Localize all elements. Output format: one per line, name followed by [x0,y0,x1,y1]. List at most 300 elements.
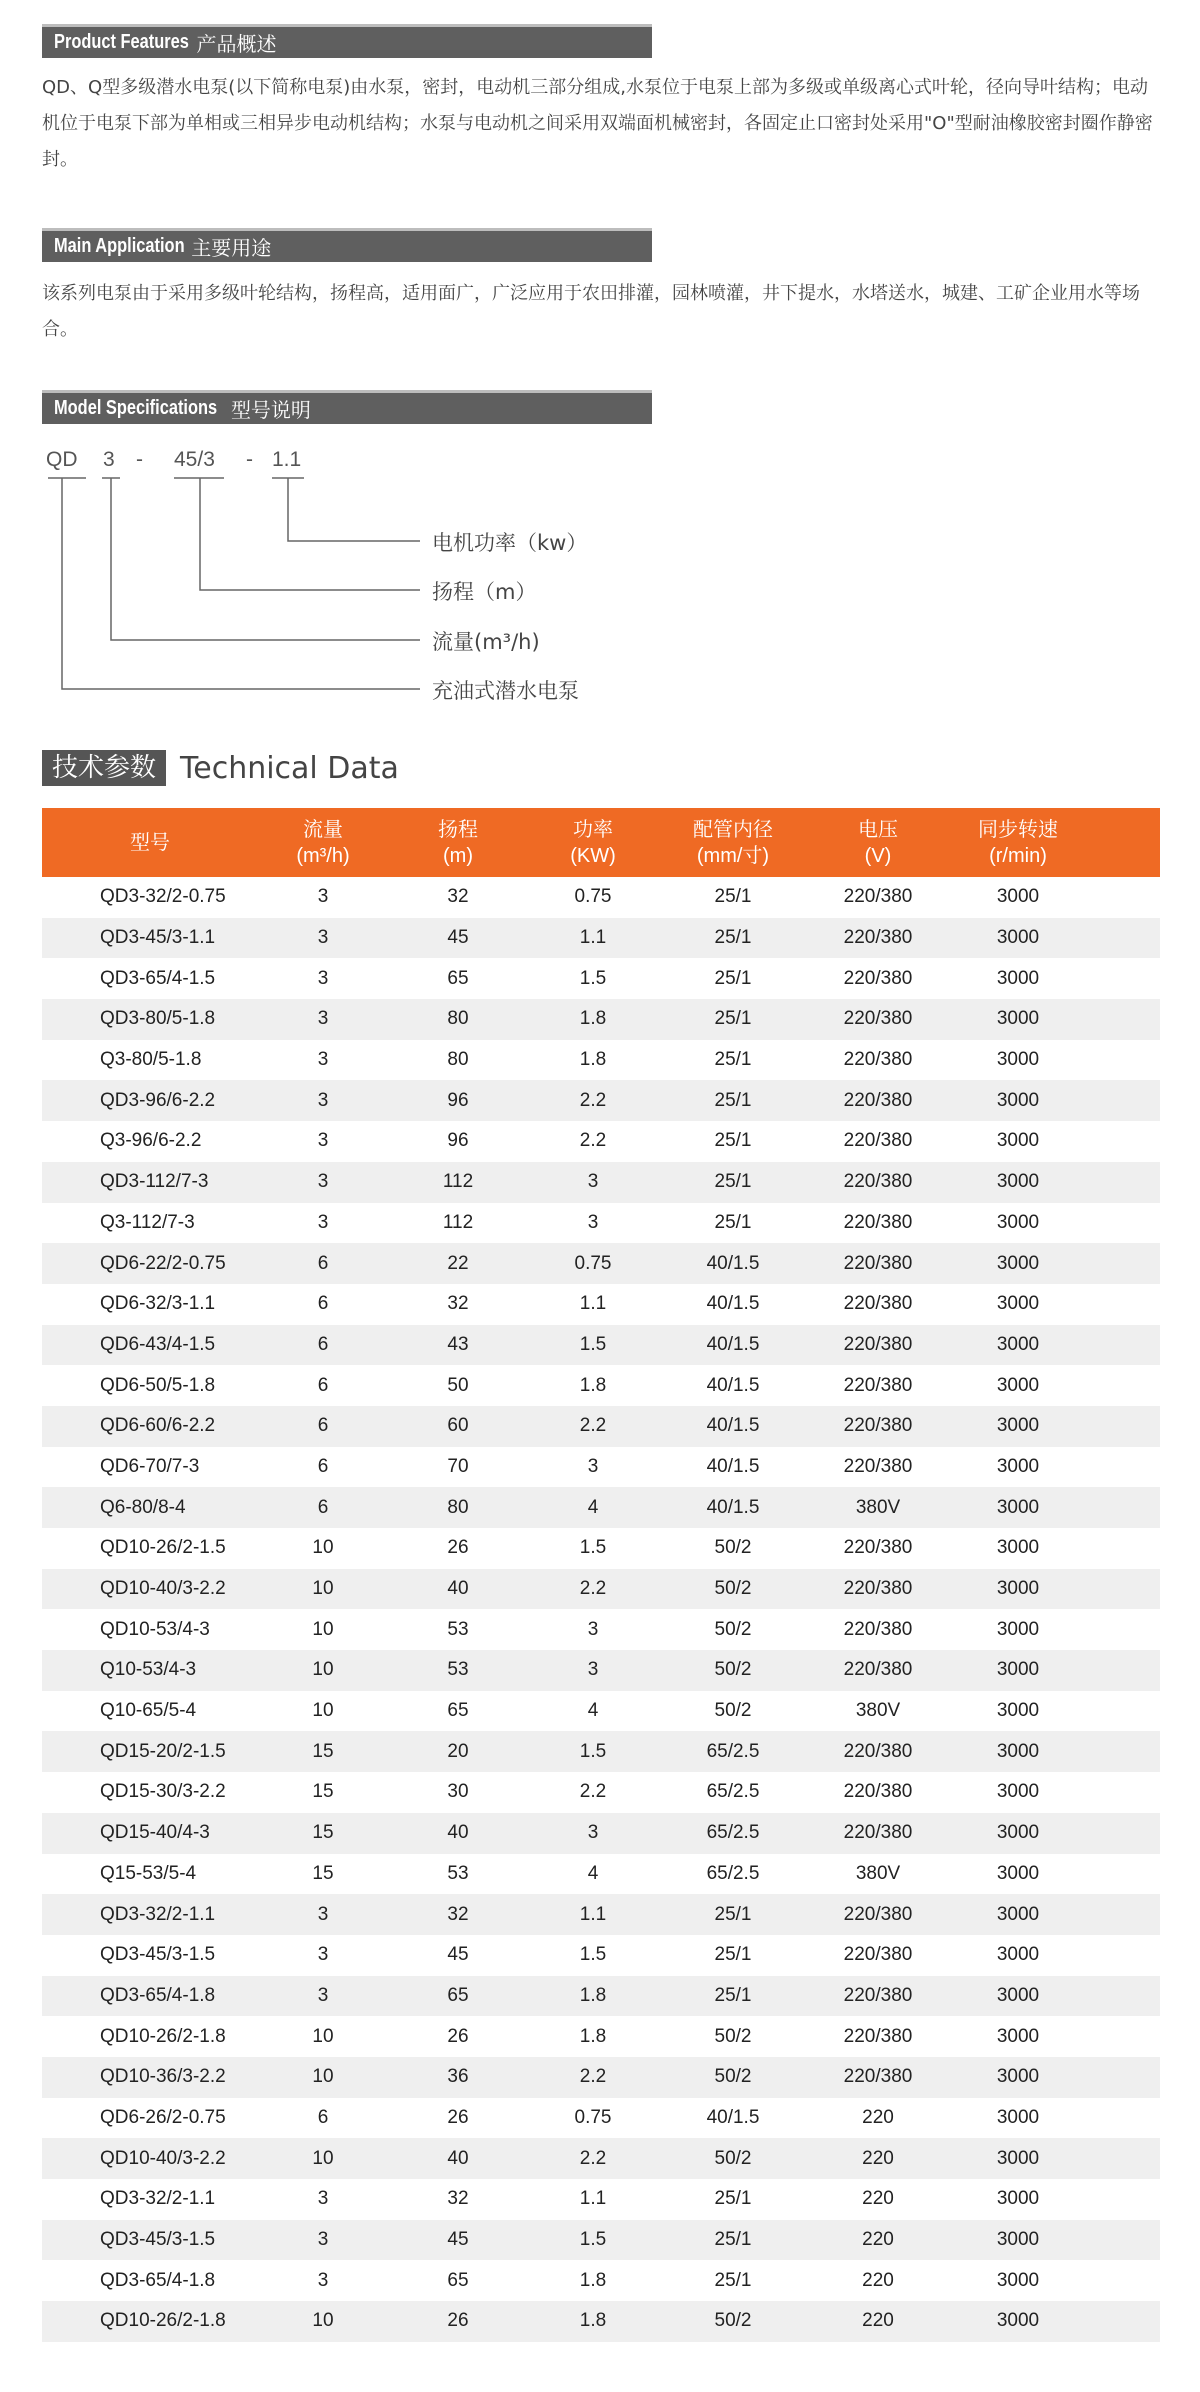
table-cell: 50/2 [714,2025,752,2047]
table-cell: 220/380 [808,1894,948,1935]
table-row [42,2098,1160,2139]
model-code-dash-1: - [136,448,143,471]
table-row [42,1162,1160,1203]
tech-data-title-cn: 技术参数 [42,750,166,786]
table-cell: 15 [258,1813,388,1854]
table-cell: 65 [447,967,469,989]
table-cell: 3000 [948,2301,1088,2342]
table-cell-spacer [1088,1976,1160,2017]
column-header-unit: (V) [864,844,892,867]
table-cell-spacer [1088,1528,1160,1569]
table-cell: 380V [855,1862,901,1884]
table-cell-spacer [1088,1691,1160,1732]
table-cell: 3000 [996,1781,1040,1803]
table-cell: 20 [388,1731,528,1772]
table-cell: 96 [447,1130,469,1152]
table-cell: 43 [388,1325,528,1366]
model-cell: QD3-32/2-0.75 [100,886,226,908]
table-cell: 380V [808,1487,948,1528]
table-cell: 0.75 [528,1243,658,1284]
model-cell: Q6-80/8-4 [42,1487,258,1528]
table-row [42,918,1160,959]
table-row [42,1203,1160,1244]
table-cell: 3 [258,1162,388,1203]
table-cell: 3 [258,2220,388,2261]
model-cell: QD10-53/4-3 [100,1618,210,1640]
table-cell: 1.8 [579,1374,607,1396]
table-cell: 3 [258,1080,388,1121]
table-cell: 3 [317,1944,329,1966]
table-cell: 220/380 [808,1243,948,1284]
table-cell: 25/1 [658,1080,808,1121]
model-cell: QD15-40/4-3 [42,1813,258,1854]
table-cell: 220/380 [843,1374,913,1396]
tech-data-header [42,748,399,788]
table-cell: 40/1.5 [706,1293,760,1315]
table-row [42,877,1160,918]
table-cell-spacer [1088,1813,1160,1854]
table-cell: 3 [587,1211,599,1233]
table-cell-spacer [1088,1854,1160,1895]
table-cell: 1.8 [528,999,658,1040]
table-cell: 220 [862,2269,894,2291]
table-cell: 10 [258,2301,388,2342]
table-cell: 220/380 [843,1130,913,1152]
table-cell: 6 [258,1406,388,1447]
table-cell: 80 [388,1487,528,1528]
table-cell: 26 [447,1537,469,1559]
table-cell: 26 [447,2025,469,2047]
table-cell-spacer [1088,2057,1160,2098]
table-cell-spacer [1088,1772,1160,1813]
column-header-label: 扬程 [438,818,478,841]
table-cell: 1.8 [579,1049,607,1071]
table-cell: 3000 [996,2025,1040,2047]
column-header-label: 电压 [858,818,898,841]
application-title-cn: 主要用途 [191,236,272,260]
model-cell: Q10-53/4-3 [42,1650,258,1691]
table-cell: 1.8 [579,2269,607,2291]
table-cell-spacer [1088,2220,1160,2261]
model-cell: QD3-65/4-1.8 [42,1976,258,2017]
table-cell: 50/2 [658,1569,808,1610]
model-cell: QD10-40/3-2.2 [42,2138,258,2179]
table-cell: 32 [388,1894,528,1935]
table-cell: 25/1 [658,999,808,1040]
tech-data-table [42,808,1160,2342]
application-description: 该系列电泵由于采用多级叶轮结构，扬程高，适用面广，广泛应用于农田排灌，园林喷灌，井下提水，水塔送水，城建、工矿企业用水等场合。 [42,283,1140,340]
column-header-unit: (KW) [570,844,616,867]
table-cell: 15 [258,1731,388,1772]
table-cell-spacer [1088,1162,1160,1203]
table-cell: 65/2.5 [658,1813,808,1854]
table-cell-spacer [1088,1243,1160,1284]
table-row [42,1528,1160,1569]
features-title-en: Product Features [54,31,189,53]
table-cell: 25/1 [714,1211,752,1233]
model-spec-title-en: Model Specifications [54,397,218,419]
model-cell: QD3-112/7-3 [42,1162,258,1203]
table-cell: 40/1.5 [658,1325,808,1366]
table-cell: 3000 [948,1813,1088,1854]
table-cell: 3 [317,1130,329,1152]
table-cell: 220/380 [843,1944,913,1966]
table-row [42,1650,1160,1691]
model-cell: QD3-32/2-1.1 [42,1894,258,1935]
table-cell-spacer [1088,1447,1160,1488]
table-row [42,1487,1160,1528]
table-cell: 25/1 [714,1049,752,1071]
table-cell-spacer [1088,2138,1160,2179]
table-row [42,1243,1160,1284]
model-cell: QD6-70/7-3 [100,1455,200,1477]
table-cell: 3 [528,1162,658,1203]
table-row [42,2057,1160,2098]
table-cell: 15 [312,1781,334,1803]
table-cell: 3 [317,1211,329,1233]
table-cell: 1.1 [579,1293,607,1315]
table-cell: 220 [862,2188,894,2210]
table-cell: 40/1.5 [706,2106,760,2128]
table-cell: 220/380 [843,1211,913,1233]
table-cell-spacer [1088,999,1160,1040]
table-cell: 6 [258,1243,388,1284]
table-cell: 25/1 [658,1976,808,2017]
table-cell: 53 [388,1650,528,1691]
model-cell: QD6-26/2-0.75 [100,2106,226,2128]
table-cell: 3000 [948,2138,1088,2179]
table-cell: 220/380 [843,967,913,989]
table-cell: 65/2.5 [706,1862,760,1884]
table-cell: 25/1 [714,1944,752,1966]
table-cell: 1.5 [528,1325,658,1366]
connector-head [200,478,420,590]
table-cell-spacer [1088,1040,1160,1081]
table-cell: 3000 [996,1455,1040,1477]
table-cell: 3000 [948,1487,1088,1528]
model-cell: Q3-80/5-1.8 [100,1049,202,1071]
table-cell: 10 [258,1650,388,1691]
table-cell: 6 [317,2106,329,2128]
table-cell-spacer [1088,2098,1160,2139]
table-cell: 220/380 [843,1537,913,1559]
table-cell: 40 [388,2138,528,2179]
column-header-label: 型号 [130,831,170,854]
table-cell: 3 [258,1894,388,1935]
model-cell: QD10-26/2-1.5 [100,1537,226,1559]
column-header [948,808,1088,877]
application-title-en: Main Application [54,235,185,257]
table-cell: 50/2 [714,1618,752,1640]
table-cell: 3 [317,2188,329,2210]
table-cell: 6 [317,1374,329,1396]
table-cell-spacer [1088,1731,1160,1772]
model-cell: Q15-53/5-4 [100,1862,197,1884]
table-cell: 1.8 [528,1976,658,2017]
table-cell: 2.2 [579,1781,607,1803]
table-cell: 3000 [996,1374,1040,1396]
table-cell: 10 [312,1537,334,1559]
table-cell: 65 [447,2269,469,2291]
table-cell: 3000 [996,2106,1040,2128]
table-cell: 3 [587,1618,599,1640]
table-cell: 4 [528,1487,658,1528]
table-cell: 25/1 [714,2269,752,2291]
table-cell: 3000 [996,1618,1040,1640]
tech-data-title-en: Technical Data [180,750,399,786]
column-header [42,808,258,877]
table-cell: 3000 [996,1130,1040,1152]
table-cell-spacer [1088,958,1160,999]
table-row [42,2220,1160,2261]
table-cell: 4 [587,1862,599,1884]
table-cell: 26 [388,2301,528,2342]
table-cell: 220 [862,2106,894,2128]
table-cell: 10 [258,1569,388,1610]
model-cell: QD3-32/2-1.1 [100,2188,216,2210]
column-header [808,808,948,877]
model-code-power: 1.1 [272,448,302,471]
model-cell: QD10-26/2-1.8 [42,2301,258,2342]
table-cell: 32 [447,1293,469,1315]
table-cell-spacer [1088,2179,1160,2220]
table-header-row [42,808,1160,877]
table-row [42,1365,1160,1406]
table-cell: 53 [447,1618,469,1640]
table-cell: 3000 [948,2057,1088,2098]
model-code-dash-2: - [246,448,253,471]
table-cell-spacer [1088,1894,1160,1935]
table-cell: 80 [388,999,528,1040]
table-cell: 220/380 [808,1406,948,1447]
column-header-label: 功率 [573,818,613,841]
model-code-flow: 3 [103,448,115,471]
column-header-label: 配管内径 [693,818,773,841]
table-cell: 40/1.5 [658,1406,808,1447]
table-cell: 65 [388,1976,528,2017]
model-cell: QD6-60/6-2.2 [42,1406,258,1447]
table-cell: 3000 [948,1162,1088,1203]
table-cell: 45 [388,918,528,959]
column-header [258,808,388,877]
table-cell: 220/380 [808,1976,948,2017]
column-header-label: 流量 [303,818,343,841]
table-cell: 3000 [996,886,1040,908]
table-cell: 1.5 [579,1944,607,1966]
model-cell: QD6-50/5-1.8 [100,1374,216,1396]
model-cell: QD10-26/2-1.8 [100,2025,226,2047]
model-cell: QD3-45/3-1.5 [42,2220,258,2261]
table-cell: 220/380 [843,1618,913,1640]
table-cell: 220 [808,2220,948,2261]
model-cell: Q3-112/7-3 [100,1211,195,1233]
table-cell: 0.75 [574,886,612,908]
table-cell-spacer [1088,1121,1160,1162]
table-cell: 70 [447,1455,469,1477]
table-cell: 80 [447,1049,469,1071]
table-cell: 40/1.5 [706,1455,760,1477]
table-cell: 3000 [948,2220,1088,2261]
connector-type [62,478,420,689]
table-cell: 3000 [996,1537,1040,1559]
table-cell: 65/2.5 [706,1781,760,1803]
table-cell: 6 [317,1455,329,1477]
table-row [42,1325,1160,1366]
table-cell: 220/380 [843,1293,913,1315]
table-cell: 1.8 [579,2025,607,2047]
table-cell: 2.2 [528,1569,658,1610]
table-cell: 25/1 [658,2220,808,2261]
column-header [388,808,528,877]
table-cell: 4 [587,1700,599,1722]
table-cell: 10 [258,2138,388,2179]
table-cell: 3 [528,1650,658,1691]
table-row [42,2260,1160,2301]
table-cell-spacer [1088,1406,1160,1447]
table-cell: 26 [447,2106,469,2128]
table-cell: 40/1.5 [706,1374,760,1396]
column-header-unit: (r/min) [989,844,1047,867]
table-cell: 220/380 [808,2057,948,2098]
table-cell: 220/380 [843,1455,913,1477]
table-cell: 3000 [996,2188,1040,2210]
table-row [42,1569,1160,1610]
table-cell: 1.8 [528,2301,658,2342]
column-header-unit: (mm/寸) [696,844,770,867]
table-cell: 25/1 [714,967,752,989]
table-cell: 3000 [996,1862,1040,1884]
table-cell: 3000 [948,1243,1088,1284]
table-row [42,1121,1160,1162]
table-cell: 112 [388,1162,528,1203]
table-cell: 25/1 [714,2188,752,2210]
table-cell: 3000 [996,1293,1040,1315]
model-spec-title-cn: 型号说明 [230,398,311,422]
model-cell: QD10-40/3-2.2 [42,1569,258,1610]
table-row [42,999,1160,1040]
table-cell: 220/380 [843,886,913,908]
table-cell: 220/380 [808,1731,948,1772]
table-row [42,2179,1160,2220]
table-cell: 6 [258,1487,388,1528]
legend-flow: 流量(m³/h) [432,630,540,654]
model-cell: Q3-96/6-2.2 [100,1130,202,1152]
table-row [42,1813,1160,1854]
table-cell: 220/380 [843,2025,913,2047]
table-cell: 220/380 [843,1781,913,1803]
table-cell: 25/1 [714,1130,752,1152]
table-row [42,1609,1160,1650]
table-cell: 220/380 [808,1650,948,1691]
column-header-label: 同步转速 [978,818,1058,841]
model-cell: QD3-80/5-1.8 [42,999,258,1040]
model-code-connector-lines [0,0,1200,740]
table-cell: 220/380 [808,1325,948,1366]
table-cell: 220/380 [808,918,948,959]
model-cell: QD6-22/2-0.75 [42,1243,258,1284]
table-cell: 1.1 [528,918,658,959]
table-cell-spacer [1088,1650,1160,1691]
table-cell: 3 [317,2269,329,2291]
table-cell: 3 [258,918,388,959]
table-cell: 6 [258,1325,388,1366]
table-cell: 0.75 [574,2106,612,2128]
table-cell: 220/380 [808,999,948,1040]
column-header [658,808,808,877]
model-code-type: QD [46,448,78,471]
table-row [42,2016,1160,2057]
table-cell: 1.1 [579,2188,607,2210]
table-row [42,1040,1160,1081]
table-cell: 3000 [948,1569,1088,1610]
table-cell: 220/380 [808,1569,948,1610]
table-cell: 220/380 [808,1080,948,1121]
table-cell-spacer [1088,1365,1160,1406]
model-cell: QD15-30/3-2.2 [100,1781,226,1803]
table-cell: 40 [388,1813,528,1854]
connector-flow [111,478,420,640]
table-row [42,1976,1160,2017]
table-cell: 45 [447,1944,469,1966]
table-row [42,1406,1160,1447]
legend-head: 扬程（m） [432,580,537,604]
model-cell: QD3-45/3-1.1 [42,918,258,959]
connector-power [288,478,420,541]
table-cell: 25/1 [658,918,808,959]
table-cell: 60 [388,1406,528,1447]
table-cell-spacer [1088,1325,1160,1366]
table-cell: 40/1.5 [658,1243,808,1284]
table-cell: 3 [317,886,329,908]
column-header-unit: (m³/h) [296,844,350,867]
column-header [528,808,658,877]
legend-type: 充油式潜水电泵 [432,679,579,703]
model-cell: QD3-45/3-1.5 [100,1944,216,1966]
table-cell: 3000 [948,1894,1088,1935]
table-row [42,1080,1160,1121]
model-cell: QD15-20/2-1.5 [42,1731,258,1772]
table-cell-spacer [1088,1080,1160,1121]
table-cell: 3 [258,999,388,1040]
table-cell: 40 [388,1569,528,1610]
table-cell-spacer [1088,2016,1160,2057]
table-row [42,1894,1160,1935]
table-cell: 50/2 [658,2301,808,2342]
table-cell-spacer [1088,1609,1160,1650]
table-cell: 1.5 [579,1537,607,1559]
table-cell: 220/380 [843,1049,913,1071]
table-cell: 380V [855,1700,901,1722]
column-header-unit: (m) [443,844,473,867]
table-cell-spacer [1088,2260,1160,2301]
table-cell: 50/2 [714,1700,752,1722]
table-cell: 1.5 [579,967,607,989]
table-cell: 96 [388,1080,528,1121]
model-code-head: 45/3 [174,448,215,471]
table-cell: 3000 [996,1211,1040,1233]
table-cell: 3000 [996,1944,1040,1966]
model-cell: QD3-65/4-1.5 [100,967,216,989]
table-cell-spacer [1088,877,1160,918]
table-cell: 50/2 [658,2138,808,2179]
features-description: QD、Q型多级潜水电泵(以下简称电泵)由水泵，密封，电动机三部分组成,水泵位于电泵上部为多级或单级离心式叶轮，径向导叶结构；电动机位于电泵下部为单相或三相异步电动机结构；水泵与电动机之间采用双端面机械密封，各固定止口密封处采用"O"型耐油橡胶密封圈作静密封。 [42,77,1153,170]
table-cell: 3 [317,1049,329,1071]
table-cell: 3000 [948,918,1088,959]
model-cell: QD6-32/3-1.1 [100,1293,216,1315]
table-cell: 2.2 [528,1406,658,1447]
table-cell: 25/1 [714,886,752,908]
table-cell: 50/2 [714,1537,752,1559]
